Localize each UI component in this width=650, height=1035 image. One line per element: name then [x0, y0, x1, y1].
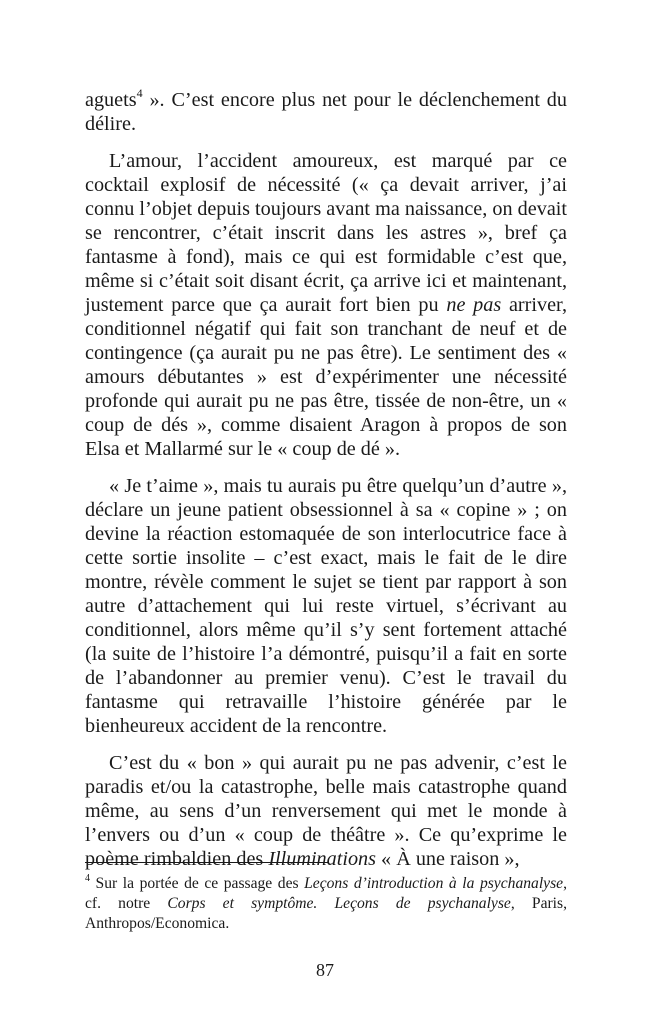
paragraph-1	[85, 88, 567, 136]
paragraph-2-text-b: arriver, conditionnel négatif qui fait son tranchant de neuf et de contingence (ça aurait pu ne pas être). Le sentiment des « amours débutantes » est d’expérimenter une nécessité profonde qui aurait pu ne pas être, tissée de non-être, un « coup de dés », comme disaient Aragon à propos de son Elsa et Mallarmé sur le « coup de dé ».	[85, 294, 567, 460]
paragraph-4-text-b: « À une raison »,	[376, 848, 520, 870]
footnote-text-b: , cf. notre	[85, 875, 567, 912]
footnote-text-c: , Paris, Anthropos/Economica.	[85, 895, 567, 932]
paragraph-2-text-a: L’amour, l’accident amoureux, est marqué par ce cocktail explosif de nécessité (« ça devait arriver, j’ai connu l’objet depuis toujours avant ma naissance, on devait se rencontrer, c’était inscrit dans les astres », bref ça fantasme à fond), mais ce qui est formidable c’est que, même si c’était soit disant écrit, ça arrive ici et maintenant, justement parce que ça aurait fort bien pu	[85, 150, 567, 316]
page-number: 87	[316, 960, 334, 980]
footnote-number: 4	[85, 872, 90, 884]
paragraph-3: « Je t’aime », mais tu aurais pu être quelqu’un d’autre », déclare un jeune patient obsessionnel à sa « copine » ; on devine la réaction estomaquée de son interlocutrice face à cette sortie insolite – c’est exact, mais le fait de le dire montre, révèle comment le sujet se tient par rapport à son autre d’attachement qui lui reste virtuel, s’écrivant au conditionnel, alors même qu’il s’y sent fortement attaché (la suite de l’histoire l’a démontré, puisqu’il a fait en sorte de l’abandonner au premier venu). C’est le travail du fantasme qui retravaille l’histoire générée par le bienheureux accident de la rencontre.	[85, 475, 567, 737]
footnote-title-1: Leçons d’introduction à la psychanalyse	[304, 875, 564, 892]
footnote-reference: 4	[136, 86, 143, 101]
paragraph-1-text-b: ». C’est encore plus net pour le déclenchement du délire.	[85, 89, 567, 135]
paragraph-2-emphasis: ne pas	[446, 294, 502, 316]
footnote-title-2: Corps et symptôme. Leçons de psychanalyse	[167, 895, 511, 912]
footnote-text-a: Sur la portée de ce passage des	[90, 875, 305, 892]
paragraph-4	[85, 751, 567, 871]
paragraph-1-text-a: aguets	[85, 89, 137, 111]
page-body	[85, 88, 567, 884]
paragraph-4-emphasis: Illuminations	[268, 848, 376, 870]
paragraph-4-text-a: C’est du « bon » qui aurait pu ne pas advenir, c’est le paradis et/ou la catastrophe, belle mais catastrophe quand même, au sens d’un renversement qui met le monde à l’envers ou d’un « coup de théâtre ». Ce qu’exprime le poème rimbaldien des	[85, 752, 567, 870]
paragraph-2	[85, 149, 567, 461]
footnote-separator	[85, 862, 328, 863]
footnote	[85, 874, 567, 934]
